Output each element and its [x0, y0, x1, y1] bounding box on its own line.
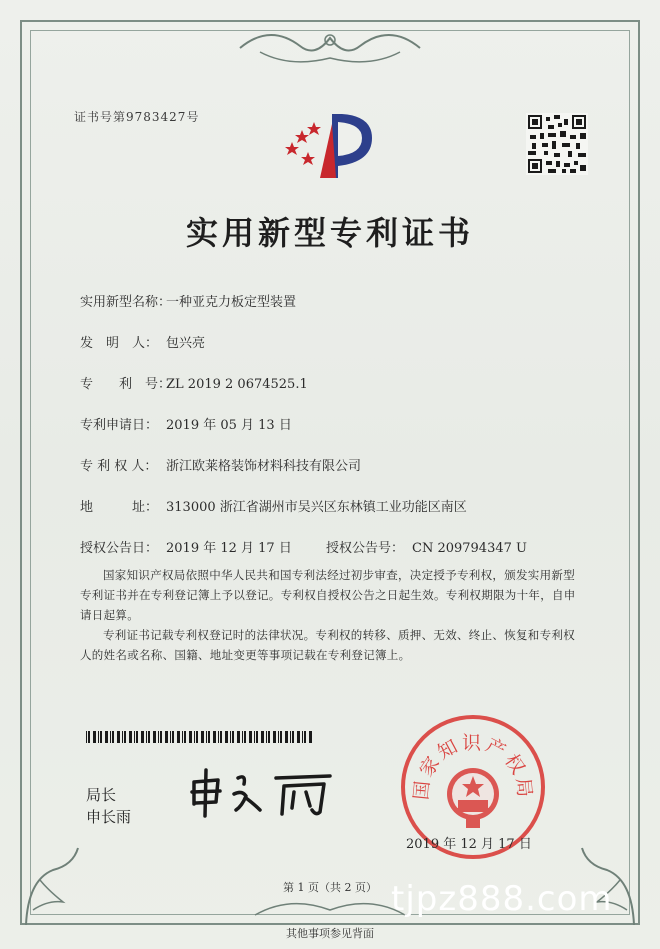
application-date-row: [80, 414, 292, 433]
footer-note: 其他事项参见背面: [286, 927, 374, 940]
patent-number-value: ZL 2019 2 0674525.1: [166, 377, 308, 392]
grant-number-value: CN 209794347 U: [412, 541, 527, 556]
application-date-value: 2019 年 05 月 13 日: [166, 418, 292, 433]
application-date-label: 专利申请日：: [80, 418, 159, 433]
top-ornament: [230, 18, 430, 78]
address-value: 313000 浙江省湖州市吴兴区东林镇工业功能区南区: [166, 500, 467, 515]
cnipa-logo-icon: [280, 104, 380, 184]
grant-date-value: 2019 年 12 月 17 日: [166, 541, 292, 556]
inventor-label: 发 明 人：: [80, 336, 159, 351]
grant-date-label: 授权公告日：: [80, 541, 159, 556]
handwritten-signature: [180, 764, 340, 820]
barcode-strip: [86, 731, 316, 743]
address-row: [80, 496, 467, 515]
grant-date-row: [80, 537, 527, 556]
qr-code-icon: [526, 113, 588, 175]
certificate-number: 证书号第9783427号: [74, 110, 200, 124]
certificate-title: 实用新型专利证书: [185, 214, 474, 252]
site-watermark: tjpz888.com: [391, 879, 613, 919]
inventor-row: [80, 332, 205, 351]
address-label: 地 址：: [80, 500, 159, 515]
patentee-row: [80, 455, 361, 474]
issue-date: 2019 年 12 月 17 日: [406, 837, 532, 852]
inventor-value: 包兴亮: [166, 336, 206, 351]
page-number: 第 1 页（共 2 页）: [283, 881, 377, 894]
director-title: 局长: [86, 786, 117, 804]
grant-number-label: 授权公告号：: [326, 541, 405, 556]
utility-model-name-row: [80, 291, 296, 310]
patentee-label: 专 利 权 人：: [80, 459, 158, 474]
bottom-center-ornament: [250, 895, 410, 925]
patent-number-row: [80, 373, 308, 392]
patent-number-label: 专 利 号：: [80, 377, 172, 392]
patentee-value: 浙江欧莱格装饰材料科技有限公司: [166, 459, 362, 474]
legal-status-paragraph: 专利证书记载专利权登记时的法律状况。专利权的转移、质押、无效、终止、恢复和专利权人的姓名或名称、国籍、地址变更等事项记载在专利登记簿上。: [80, 628, 575, 662]
director-name: 申长雨: [86, 808, 132, 826]
svg-text:国家知识产权局: 国家知识产权局: [410, 732, 536, 801]
grant-statement-paragraph: 国家知识产权局依照中华人民共和国专利法经过初步审查，决定授予专利权，颁发实用新型专利证书并在专利登记簿上予以登记。专利权自授权公告之日起生效。专利权期限为十年，自申请日起算。: [80, 568, 576, 622]
utility-model-name-value: 一种亚克力板定型装置: [166, 295, 297, 310]
utility-model-name-label: 实用新型名称：: [80, 295, 172, 310]
